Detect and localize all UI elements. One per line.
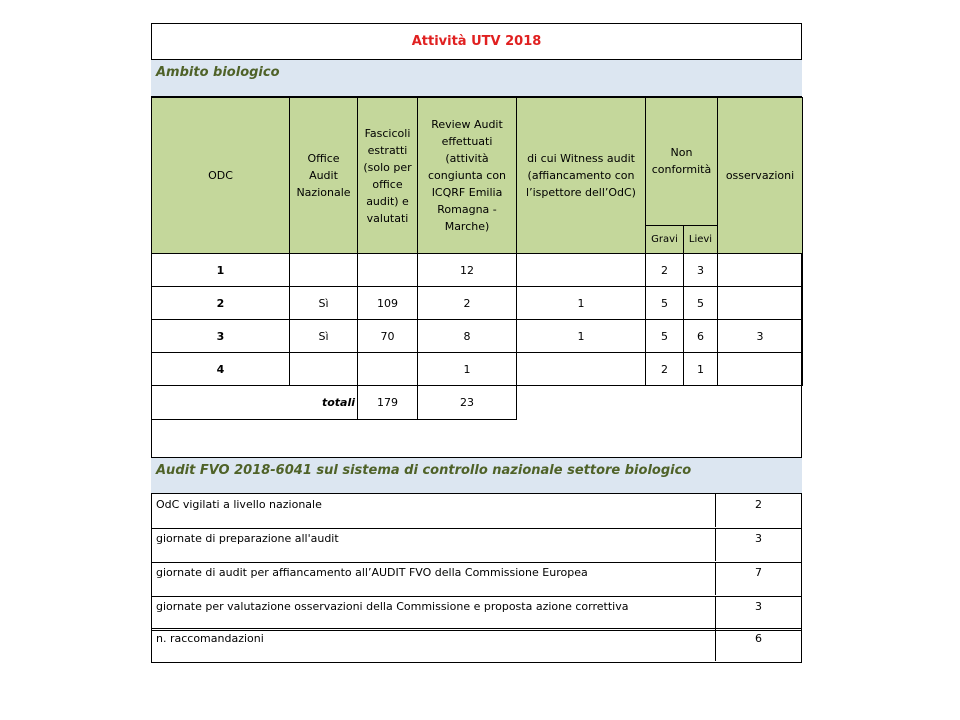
divider <box>151 628 802 629</box>
cell-lievi: 5 <box>684 287 718 320</box>
header-gravi: Gravi <box>646 225 684 253</box>
cell-review: 2 <box>418 287 517 320</box>
header-fascicoli: Fascicoli estratti (solo per office audit) e valutati <box>358 98 418 254</box>
cell-review: 1 <box>418 353 517 386</box>
cell-lievi: 3 <box>684 254 718 287</box>
cell-osservazioni: 3 <box>718 320 803 353</box>
audit-row <box>151 628 802 663</box>
cell-gravi: 2 <box>646 254 684 287</box>
cell-witness: 1 <box>517 287 646 320</box>
cell-office <box>290 254 358 287</box>
audit-row-label: giornate di audit per affiancamento all’AUDIT FVO della Commissione Europea <box>156 566 588 579</box>
section-audit-fvo <box>151 457 802 494</box>
cell-odc: 1 <box>152 254 290 287</box>
cell-lievi: 1 <box>684 353 718 386</box>
odc-activity-table <box>151 97 803 420</box>
audit-row-value: 6 <box>715 628 801 661</box>
table-row <box>152 353 803 386</box>
totals-fascicoli: 179 <box>358 386 418 420</box>
totals-label: totali <box>152 386 358 420</box>
cell-osservazioni <box>718 287 803 320</box>
table-row <box>152 254 803 287</box>
title-text: Attività UTV 2018 <box>411 34 542 49</box>
cell-gravi: 5 <box>646 287 684 320</box>
header-osservazioni: osservazioni <box>718 98 803 254</box>
section-heading: Audit FVO 2018-6041 sul sistema di controllo nazionale settore biologico <box>156 463 692 478</box>
cell-gravi: 2 <box>646 353 684 386</box>
audit-row <box>151 596 802 631</box>
audit-row-value: 7 <box>715 562 801 595</box>
cell-fascicoli <box>358 353 418 386</box>
audit-row-label: n. raccomandazioni <box>156 632 264 645</box>
header-office-audit: Office Audit Nazionale <box>290 98 358 254</box>
audit-row <box>151 528 802 563</box>
cell-office: Sì <box>290 287 358 320</box>
document-title <box>151 23 802 60</box>
cell-witness: 1 <box>517 320 646 353</box>
cell-witness <box>517 353 646 386</box>
cell-review: 8 <box>418 320 517 353</box>
table-row <box>152 287 803 320</box>
audit-row <box>151 562 802 597</box>
section-heading: Ambito biologico <box>156 65 280 80</box>
totals-row <box>152 386 803 420</box>
cell-witness <box>517 254 646 287</box>
cell-lievi: 6 <box>684 320 718 353</box>
cell-fascicoli: 70 <box>358 320 418 353</box>
header-lievi: Lievi <box>684 225 718 253</box>
cell-fascicoli: 109 <box>358 287 418 320</box>
cell-odc: 4 <box>152 353 290 386</box>
table-row <box>152 320 803 353</box>
audit-row <box>151 494 802 529</box>
cell-review: 12 <box>418 254 517 287</box>
cell-odc: 3 <box>152 320 290 353</box>
header-witness-audit: di cui Witness audit (affiancamento con l’ispettore dell’OdC) <box>517 98 646 254</box>
cell-gravi: 5 <box>646 320 684 353</box>
cell-odc: 2 <box>152 287 290 320</box>
header-non-conformita: Non conformità <box>646 98 718 226</box>
audit-row-label: giornate per valutazione osservazioni della Commissione e proposta azione correttiva <box>156 600 629 613</box>
audit-row-label: giornate di preparazione all'audit <box>156 532 339 545</box>
totals-review: 23 <box>418 386 517 420</box>
cell-office: Sì <box>290 320 358 353</box>
cell-fascicoli <box>358 254 418 287</box>
totals-spacer <box>517 386 803 420</box>
audit-row-value: 2 <box>715 494 801 527</box>
audit-row-value: 3 <box>715 528 801 561</box>
header-odc: ODC <box>152 98 290 254</box>
cell-osservazioni <box>718 254 803 287</box>
header-review-audit: Review Audit effettuati (attività congiunta con ICQRF Emilia Romagna - Marche) <box>418 98 517 254</box>
audit-row-value: 3 <box>715 596 801 629</box>
cell-office <box>290 353 358 386</box>
section-ambito-biologico <box>151 60 802 97</box>
cell-osservazioni <box>718 353 803 386</box>
audit-row-label: OdC vigilati a livello nazionale <box>156 498 322 511</box>
